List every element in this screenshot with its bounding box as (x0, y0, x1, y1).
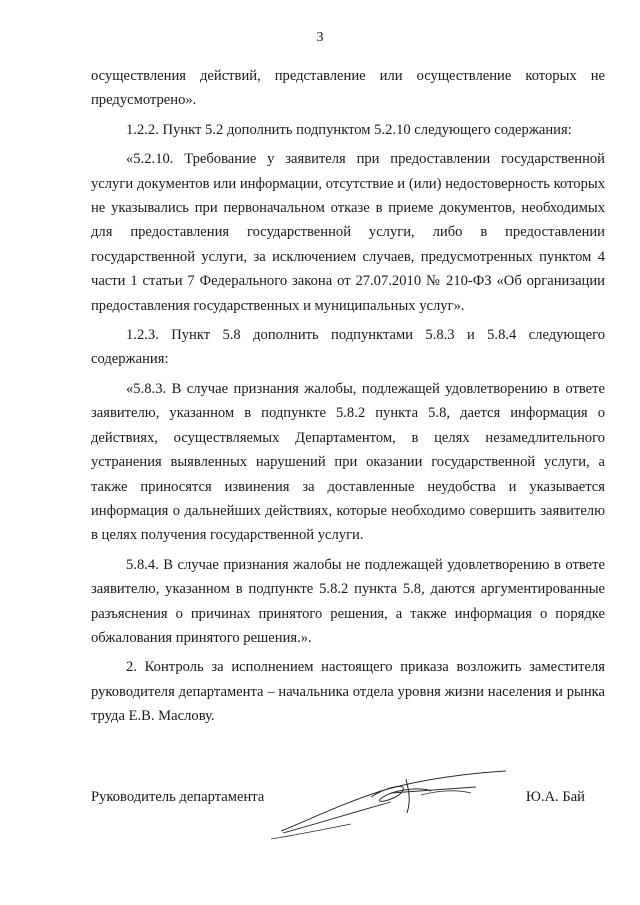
page-number: 3 (316, 30, 324, 45)
paragraph: «5.8.3. В случае признания жалобы, подлежащей удовлетворению в ответе заявителю, указанном в подпункте 5.8.2 пункта 5.8, дается информация о действиях, осуществляемых Департаментом, в целях незамедлительного устранения выявленных нарушений при оказании государственной услуги, а также приносятся извинения за доставленные неудобства и указывается информация о дальнейших действиях, которые необходимо совершить заявителю в целях получения государственной услуги. (91, 380, 605, 544)
paragraph: «5.2.10. Требование у заявителя при предоставлении государственной услуги документов или информации, отсутствие и (или) недостоверность которых не указывались при первоначальном отказе в приеме документов, необходимых для предоставления государственной услуги, либо в предоставлении государственной услуги, за исключением случаев, предусмотренных пунктом 4 части 1 статьи 7 Федерального закона от 27.07.2010 № 210-ФЗ «Об организации предоставления государственных и муниципальных услуг». (91, 151, 605, 314)
paragraph: 1.2.3. Пункт 5.8 дополнить подпунктами 5.8.3 и 5.8.4 следующего содержания: (91, 327, 605, 368)
paragraph: 2. Контроль за исполнением настоящего приказа возложить заместителя руководителя департамента – начальника отдела уровня жизни населения и рынка труда Е.В. Маслову. (91, 659, 605, 725)
handwritten-signature (271, 769, 511, 844)
paragraph: осуществления действий, представление или осуществление которых не предусмотрено». (91, 68, 605, 109)
document-body (91, 64, 605, 734)
signature-block (91, 789, 605, 849)
signatory-title: Руководитель департамента (91, 789, 265, 805)
paragraph: 1.2.2. Пункт 5.2 дополнить подпунктом 5.2.10 следующего содержания: (126, 121, 572, 138)
paragraph: 5.8.4. В случае признания жалобы не подлежащей удовлетворению в ответе заявителю, указанном в подпункте 5.8.2 пункта 5.8, даются аргументированные разъяснения о причинах принятого решения, а также информация о порядке обжалования принятого решения.». (91, 556, 605, 646)
signatory-name: Ю.А. Бай (525, 789, 585, 805)
